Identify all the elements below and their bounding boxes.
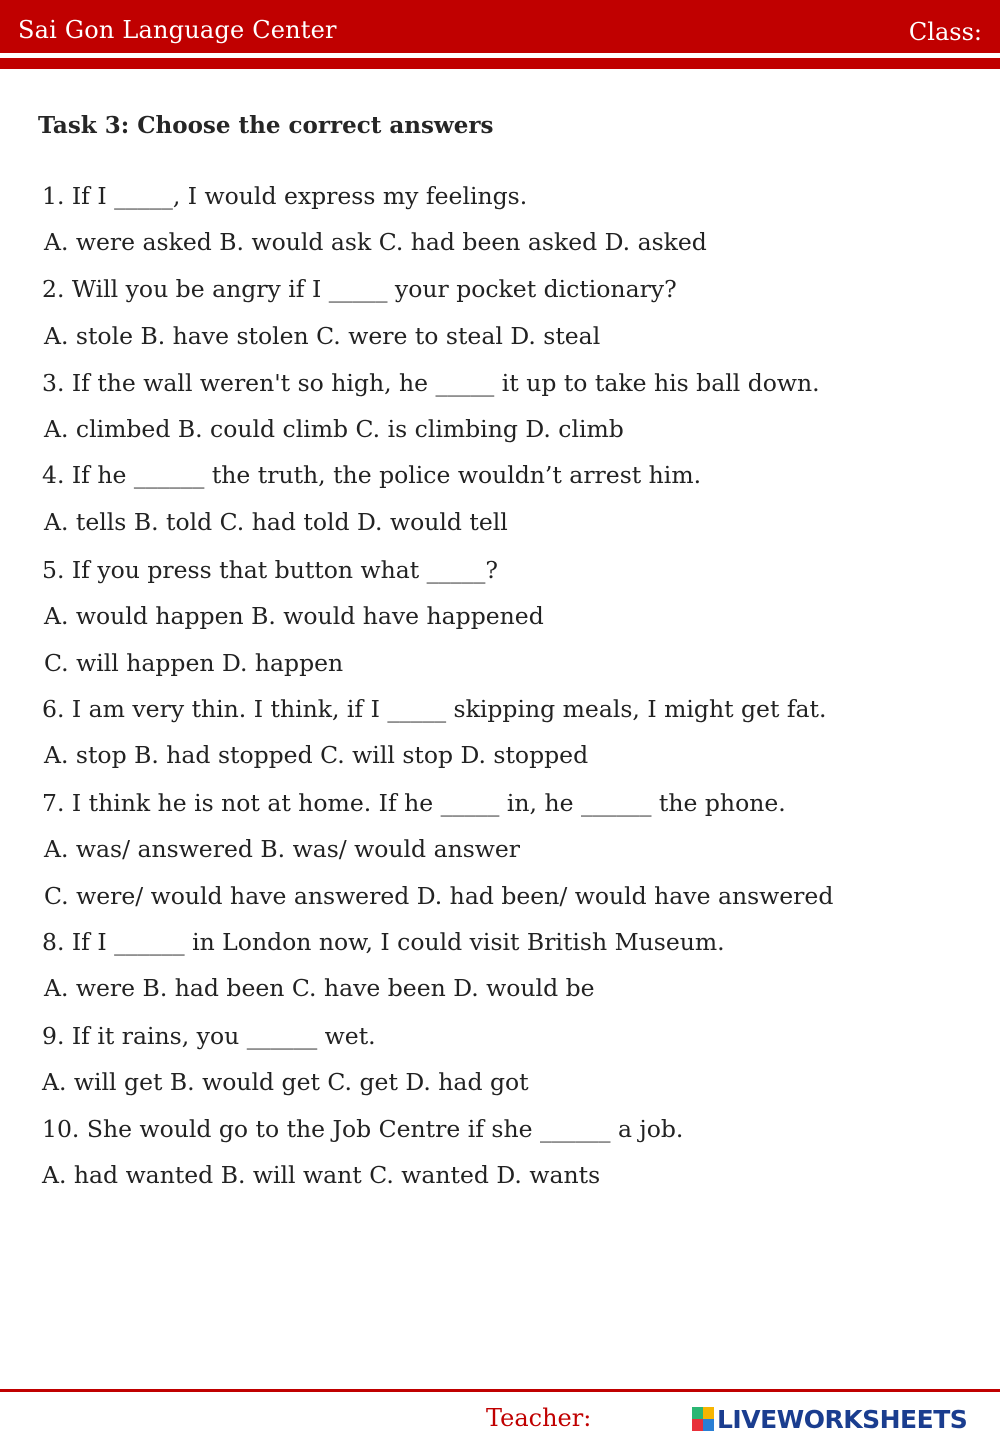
question-5-options-a: A. would happen B. would have happened — [44, 602, 544, 630]
question-9: 9. If it rains, you ______ wet. — [42, 1022, 376, 1050]
question-4-options: A. tells B. told C. had told D. would tell — [44, 508, 508, 536]
question-5-options-b: C. will happen D. happen — [44, 649, 344, 677]
question-7: 7. I think he is not at home. If he _____ in, he ______ the phone. — [42, 789, 786, 817]
liveworksheets-brand[interactable] — [692, 1402, 967, 1436]
question-2: 2. Will you be angry if I _____ your pocket dictionary? — [42, 275, 677, 303]
question-8: 8. If I ______ in London now, I could visit British Museum. — [42, 928, 725, 956]
question-1-options: A. were asked B. would ask C. had been asked D. asked — [44, 228, 707, 256]
question-4: 4. If he ______ the truth, the police wouldn’t arrest him. — [42, 461, 702, 489]
question-2-options: A. stole B. have stolen C. were to steal D. steal — [44, 322, 601, 350]
question-1: 1. If I _____, I would express my feelings. — [42, 182, 528, 210]
class-label: Class: — [908, 18, 982, 46]
question-10: 10. She would go to the Job Centre if she ______ a job. — [42, 1115, 684, 1143]
header-divider — [0, 58, 1000, 69]
question-8-options: A. were B. had been C. have been D. would be — [44, 974, 595, 1002]
question-3-options: A. climbed B. could climb C. is climbing D. climb — [44, 415, 624, 443]
question-6-options: A. stop B. had stopped C. will stop D. stopped — [44, 741, 589, 769]
footer-divider — [0, 1389, 1000, 1392]
liveworksheets-logo-icon — [692, 1407, 714, 1431]
question-5: 5. If you press that button what _____? — [42, 556, 498, 584]
brand-name: LIVEWORKSHEETS — [717, 1404, 968, 1434]
question-3: 3. If the wall weren't so high, he _____ it up to take his ball down. — [42, 369, 820, 397]
question-6: 6. I am very thin. I think, if I _____ skipping meals, I might get fat. — [42, 695, 827, 723]
question-7-options-b: C. were/ would have answered D. had been/ would have answered — [44, 882, 834, 910]
question-7-options-a: A. was/ answered B. was/ would answer — [44, 835, 521, 863]
center-name: Sai Gon Language Center — [18, 16, 337, 44]
task-title: Task 3: Choose the correct answers — [38, 112, 494, 139]
question-9-options: A. will get B. would get C. get D. had got — [42, 1068, 529, 1096]
teacher-label: Teacher: — [486, 1404, 592, 1432]
question-10-options: A. had wanted B. will want C. wanted D. wants — [42, 1161, 601, 1189]
